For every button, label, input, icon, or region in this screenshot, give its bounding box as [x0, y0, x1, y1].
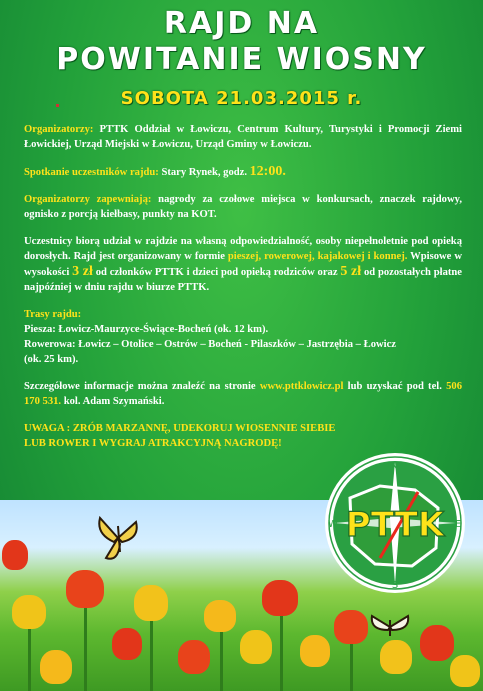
meeting-time: 12:00. [249, 164, 286, 179]
provide-label: Organizatorzy zapewniają: [24, 194, 152, 205]
yellow-tulip [380, 640, 412, 674]
yellow-tulip [134, 585, 168, 621]
participants-text-2: Wpisowe w wysokości [24, 251, 462, 278]
organizers-text: PTTK Oddział w Łowiczu, Centrum Kultury, Turystyki i Promocji Ziemi Łowickiej, Urząd Miejski w Łowiczu, Urząd Gminy w Łowiczu. [24, 124, 462, 150]
info-text-2: lub uzyskać pod tel. [343, 381, 447, 392]
yellow-tulip [40, 650, 72, 684]
red-tulip [112, 628, 142, 660]
stem [84, 600, 87, 691]
route-foot: Piesza: Łowicz-Maurzyce-Świące-Bocheń (ok. 12 km). [24, 324, 269, 335]
yellow-tulip [12, 595, 46, 629]
logo-text: PTTK [345, 505, 445, 545]
provide-paragraph [24, 192, 462, 222]
provide-text: nagrody za czołowe miejsca w konkursach, znaczek rajdowy, ognisko z porcją kiełbasy, punkty na KOT. [24, 194, 462, 220]
website-link[interactable]: www.pttklowicz.pl [259, 381, 344, 392]
organizers-label: Organizatorzy: [24, 124, 94, 135]
stem [28, 620, 31, 691]
red-tulip [66, 570, 104, 608]
yellow-tulip [300, 635, 330, 667]
routes-label: Trasy rajdu: [24, 309, 82, 320]
red-tulip [2, 540, 28, 570]
compass-east: E [454, 519, 462, 530]
route-bike-1: Rowerowa: Łowicz – Otolice – Ostrów – Bocheń - Pilaszków – Jastrzębia – Łowicz [24, 339, 396, 350]
warning-paragraph [24, 421, 462, 451]
fee-members: 3 zł [72, 264, 93, 279]
info-text-1: Szczegółowe informacje można znaleźć na stronie [24, 381, 260, 392]
compass-north: N [391, 462, 399, 473]
participants-text-1: Uczestnicy biorą udział w rajdzie na własną odpowiedzialność, osoby niepełnoletnie pod opieką dorosłych. Rajd jest organizowany w formie [24, 236, 462, 262]
warning-line-2: LUB ROWER I WYGRAJ ATRAKCYJNĄ NAGRODĘ! [24, 438, 282, 449]
red-tulip [178, 640, 210, 674]
decorative-dot [56, 104, 59, 107]
yellow-tulip [240, 630, 272, 664]
yellow-tulip [450, 655, 480, 687]
stem [150, 610, 153, 691]
title-line-2: POWITANIE WIOSNY [56, 42, 427, 77]
warning-label: UWAGA : [24, 423, 71, 434]
participants-text-4: od pozostałych płatne najpóźniej w dniu rajdu w biurze PTTK. [24, 267, 463, 293]
meeting-label: Spotkanie uczestników rajdu: [24, 167, 159, 178]
participants-paragraph [24, 234, 462, 295]
fee-others: 5 zł [340, 264, 362, 279]
compass-west: W [328, 519, 338, 530]
compass-south: S [391, 580, 399, 591]
red-tulip [262, 580, 298, 616]
participants-text-3: od członków PTTK i dzieci pod opieką rodziców oraz [92, 267, 341, 278]
routes-paragraph [24, 307, 462, 367]
butterfly-icon [96, 512, 142, 564]
organizers-paragraph [24, 122, 462, 152]
info-text-3: kol. Adam Szymański. [61, 396, 165, 407]
phone-number: 506 170 531. [24, 381, 463, 407]
yellow-tulip [204, 600, 236, 632]
stem [280, 605, 283, 691]
info-paragraph [24, 379, 462, 409]
butterfly-icon [370, 612, 410, 642]
meeting-text: Stary Rynek, godz. [158, 167, 250, 178]
red-tulip [420, 625, 454, 661]
meeting-paragraph [24, 164, 462, 180]
warning-line-1: ZRÓB MARZANNĘ, UDEKORUJ WIOSENNIE SIEBIE [70, 423, 336, 434]
red-tulip [334, 610, 368, 644]
pttk-logo [320, 448, 470, 598]
poster-body [24, 122, 462, 463]
event-date: SOBOTA 21.03.2015 r. [120, 88, 363, 109]
forms-text: pieszej, rowerowej, kajakowej i konnej. [227, 251, 408, 262]
route-bike-2: (ok. 25 km). [24, 354, 79, 365]
title-line-1: RAJD NA [163, 6, 320, 41]
